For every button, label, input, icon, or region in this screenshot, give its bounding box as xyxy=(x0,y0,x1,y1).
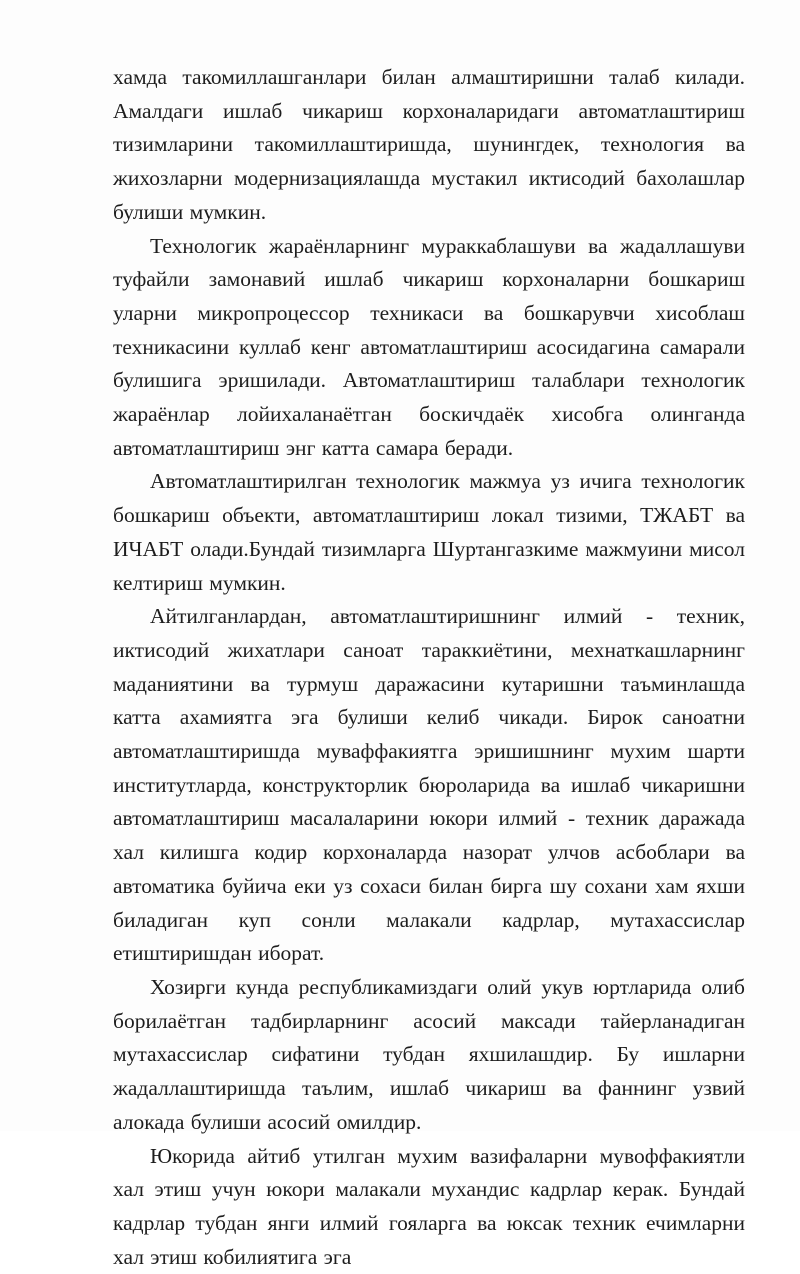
text-block xyxy=(113,61,745,1274)
paragraph-1: хамда такомиллашганлари билан алмаштиришни талаб килади. Амалдаги ишлаб чикариш корхоналаридаги автоматлаштириш тизимларини такомиллаштиришда, шунингдек, технология ва жихозларни модернизациялашда мустакил иктисодий бахолашлар булиши мумкин. xyxy=(113,61,745,230)
paragraph-6: Юкорида айтиб утилган мухим вазифаларни мувоффакиятли хал этиш учун юкори малакали мухандис кадрлар керак. Бундай кадрлар тубдан янги илмий гояларга ва юксак техник ечимларни хал этиш кобилиятига эга xyxy=(113,1140,745,1274)
paragraph-5: Хозирги кунда республикамиздаги олий укув юртларида олиб борилаётган тадбирларнинг асосий максади тайерланадиган мутахассислар сифатини тубдан яхшилашдир. Бу ишларни жадаллаштиришда таълим, ишлаб чикариш ва фаннинг узвий алокада булиши асосий омилдир. xyxy=(113,971,745,1140)
paragraph-2: Технологик жараёнларнинг мураккаблашуви ва жадаллашуви туфайли замонавий ишлаб чикариш корхоналарни бошкариш уларни микропроцессор техникаси ва бошкарувчи хисоблаш техникасини куллаб кенг автоматлаштириш асосидагина самарали булишига эришилади. Автоматлаштириш талаблари технологик жараёнлар лойихаланаётган боскичдаёк хисобга олинганда автоматлаштириш энг катта самара беради. xyxy=(113,230,745,466)
paragraph-4: Айтилганлардан, автоматлаштиришнинг илмий - техник, иктисодий жихатлари саноат тараккиётини, мехнаткашларнинг маданиятини ва турмуш даражасини кутаришни таъминлашда катта ахамиятга эга булиши келиб чикади. Бирок саноатни автоматлаштиришда муваффакиятга эришишнинг мухим шарти институтларда, конструкторлик бюроларида ва ишлаб чикаришни автоматлаштириш масалаларини юкори илмий - техник даражада хал килишга кодир корхоналарда назорат улчов асбоблари ва автоматика буйича еки уз сохаси билан бирга шу сохани хам яхши биладиган куп сонли малакали кадрлар, мутахассислар етиштиришдан иборат. xyxy=(113,600,745,971)
paragraph-3: Автоматлаштирилган технологик мажмуа уз ичига технологик бошкариш объекти, автоматлаштириш локал тизими, ТЖАБТ ва ИЧАБТ олади.Бундай тизимларга Шуртангазкиме мажмуини мисол келтириш мумкин. xyxy=(113,465,745,600)
